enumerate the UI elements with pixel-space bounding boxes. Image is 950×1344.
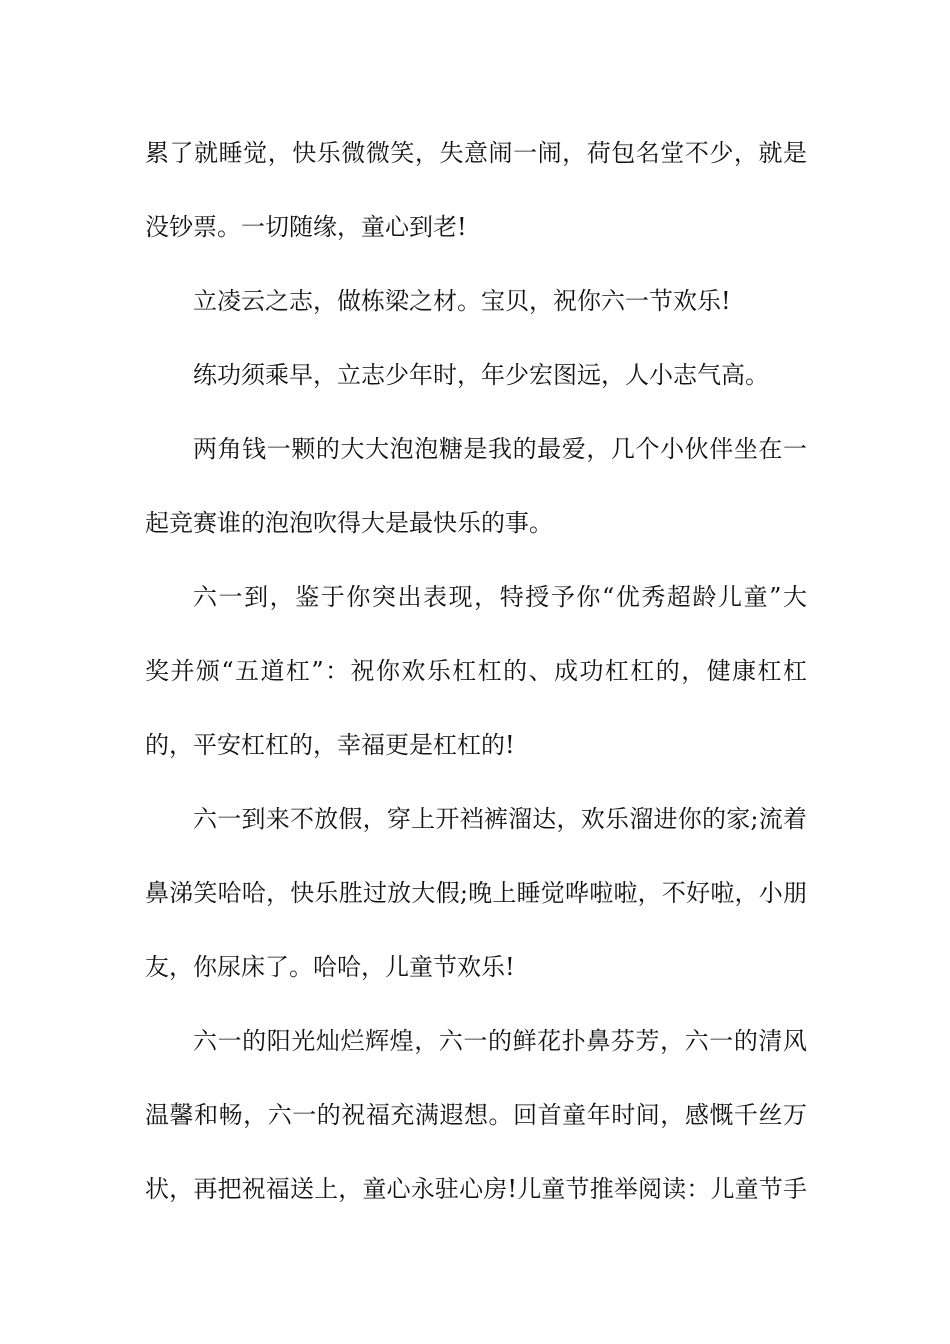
text-line: 的，平安杠杠的，幸福更是杠杠的! [145, 731, 515, 759]
text-line: 六一到来不放假，穿上开裆裤溜达，欢乐溜进你的家;流着 [193, 805, 807, 833]
text-line: 立凌云之志，做栋梁之材。宝贝，祝你六一节欢乐! [193, 287, 731, 315]
text-line: 没钞票。一切随缘，童心到老! [145, 213, 467, 241]
text-line: 温馨和畅，六一的祝福充满遐想。回首童年时间，感慨千丝万 [145, 1101, 807, 1129]
text-line: 累了就睡觉，快乐微微笑，失意闹一闹，荷包名堂不少，就是 [145, 139, 807, 167]
text-line: 六一到，鉴于你突出表现，特授予你“优秀超龄儿童”大 [193, 583, 807, 611]
text-line: 友，你尿床了。哈哈，儿童节欢乐! [145, 953, 515, 981]
text-line: 状，再把祝福送上，童心永驻心房!儿童节推举阅读：儿童节手 [145, 1175, 807, 1203]
text-line: 起竞赛谁的泡泡吹得大是最快乐的事。 [145, 509, 553, 537]
text-line: 六一的阳光灿烂辉煌，六一的鲜花扑鼻芬芳，六一的清风 [193, 1027, 807, 1055]
document-body [145, 128, 807, 1238]
text-line: 鼻涕笑哈哈，快乐胜过放大假;晚上睡觉哗啦啦，不好啦，小朋 [145, 879, 807, 907]
text-line: 奖并颁“五道杠”：祝你欢乐杠杠的、成功杠杠的，健康杠杠 [145, 657, 807, 685]
text-line: 练功须乘早，立志少年时，年少宏图远，人小志气高。 [193, 361, 769, 389]
text-line: 两角钱一颗的大大泡泡糖是我的最爱，几个小伙伴坐在一 [193, 435, 807, 463]
